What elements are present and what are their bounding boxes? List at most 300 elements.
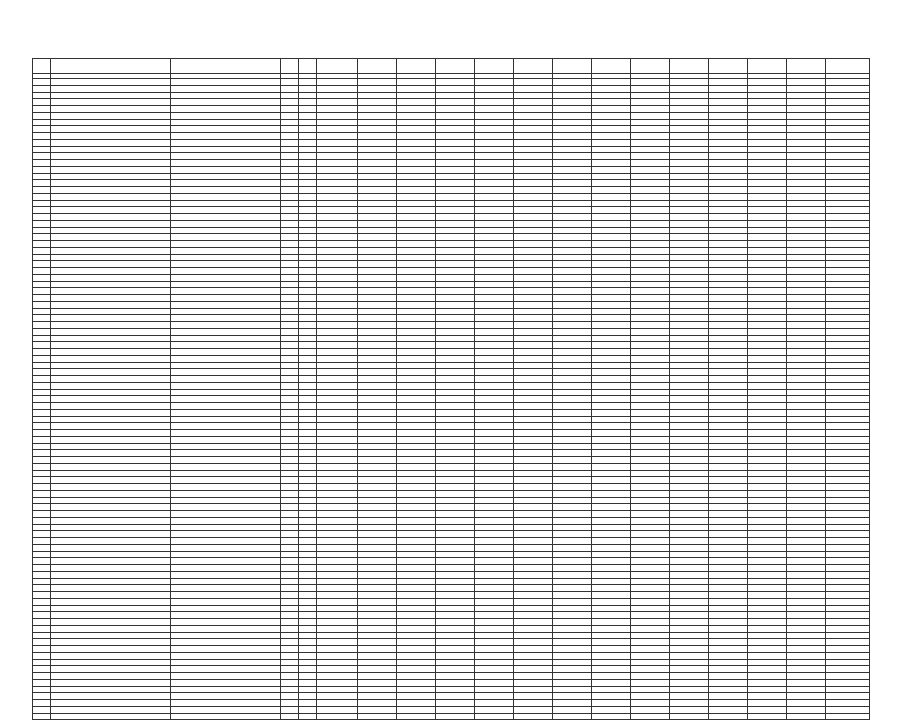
table-cell [436, 342, 475, 349]
table-cell [51, 153, 171, 160]
table-cell [358, 531, 397, 538]
table-cell [33, 713, 51, 720]
table-cell [826, 484, 870, 491]
table-cell [299, 484, 317, 491]
table-cell [299, 544, 317, 551]
table-cell [670, 511, 709, 518]
table-cell [397, 241, 436, 248]
table-cell [51, 295, 171, 302]
table-cell [281, 389, 299, 396]
table-cell [826, 511, 870, 518]
table-cell [358, 598, 397, 605]
table-cell [631, 463, 670, 470]
table-cell [787, 484, 826, 491]
table-cell [51, 706, 171, 713]
table-cell [826, 652, 870, 659]
table-row [33, 146, 870, 153]
table-cell [787, 612, 826, 619]
table-cell [514, 524, 553, 531]
table-cell [826, 632, 870, 639]
table-cell [709, 551, 748, 558]
table-cell [748, 362, 787, 369]
table-cell [358, 396, 397, 403]
table-cell [397, 295, 436, 302]
table-cell [709, 288, 748, 295]
table-cell [631, 99, 670, 106]
table-cell [299, 335, 317, 342]
table-cell [514, 139, 553, 146]
table-cell [553, 524, 592, 531]
table-cell [709, 409, 748, 416]
table-cell [475, 700, 514, 707]
table-cell [397, 713, 436, 720]
table-cell [317, 315, 358, 322]
table-cell [670, 450, 709, 457]
table-cell [475, 85, 514, 92]
table-cell [436, 335, 475, 342]
table-cell [553, 376, 592, 383]
table-cell [709, 693, 748, 700]
table-cell [33, 531, 51, 538]
table-cell [553, 234, 592, 241]
table-cell [51, 119, 171, 126]
table-cell [787, 666, 826, 673]
table-cell [631, 389, 670, 396]
table-cell [475, 457, 514, 464]
table-cell [670, 430, 709, 437]
table-cell [281, 328, 299, 335]
table-cell [358, 281, 397, 288]
table-cell [436, 288, 475, 295]
table-cell [748, 409, 787, 416]
table-cell [670, 126, 709, 133]
table-cell [171, 308, 281, 315]
table-cell [397, 193, 436, 200]
table-cell [553, 193, 592, 200]
table-cell [826, 220, 870, 227]
table-cell [51, 679, 171, 686]
table-cell [436, 693, 475, 700]
table-cell [475, 463, 514, 470]
table-cell [299, 504, 317, 511]
table-cell [748, 133, 787, 140]
table-cell [553, 578, 592, 585]
table-cell [631, 301, 670, 308]
table-cell [787, 133, 826, 140]
table-cell [397, 220, 436, 227]
table-cell [281, 126, 299, 133]
table-cell [281, 396, 299, 403]
column-header [358, 59, 397, 74]
table-cell [171, 598, 281, 605]
table-cell [514, 79, 553, 86]
table-cell [33, 497, 51, 504]
table-row [33, 450, 870, 457]
table-cell [748, 416, 787, 423]
table-cell [51, 126, 171, 133]
table-cell [281, 335, 299, 342]
table-cell [358, 666, 397, 673]
table-cell [670, 470, 709, 477]
table-cell [475, 119, 514, 126]
table-cell [670, 524, 709, 531]
table-cell [787, 571, 826, 578]
table-cell [553, 517, 592, 524]
table-cell [592, 92, 631, 99]
table-cell [317, 679, 358, 686]
table-cell [397, 571, 436, 578]
table-cell [553, 477, 592, 484]
table-cell [826, 85, 870, 92]
table-cell [397, 79, 436, 86]
table-cell [670, 281, 709, 288]
table-row [33, 382, 870, 389]
table-row [33, 457, 870, 464]
table-cell [171, 92, 281, 99]
table-cell [317, 234, 358, 241]
table-cell [281, 612, 299, 619]
table-row [33, 646, 870, 653]
table-cell [33, 598, 51, 605]
table-cell [317, 430, 358, 437]
table-cell [475, 585, 514, 592]
table-cell [553, 389, 592, 396]
table-cell [33, 646, 51, 653]
table-cell [299, 247, 317, 254]
table-cell [281, 409, 299, 416]
table-cell [475, 673, 514, 680]
table-cell [826, 369, 870, 376]
table-cell [748, 166, 787, 173]
table-cell [475, 288, 514, 295]
table-cell [33, 261, 51, 268]
table-cell [436, 139, 475, 146]
table-cell [358, 544, 397, 551]
table-cell [826, 349, 870, 356]
table-cell [51, 686, 171, 693]
table-cell [317, 85, 358, 92]
table-row [33, 436, 870, 443]
table-cell [514, 193, 553, 200]
table-cell [514, 268, 553, 275]
table-cell [51, 193, 171, 200]
table-cell [787, 659, 826, 666]
column-header [436, 59, 475, 74]
table-cell [709, 585, 748, 592]
table-cell [436, 193, 475, 200]
table-cell [631, 646, 670, 653]
table-cell [281, 416, 299, 423]
column-header [748, 59, 787, 74]
table-cell [631, 571, 670, 578]
table-cell [631, 308, 670, 315]
table-cell [33, 200, 51, 207]
table-cell [397, 214, 436, 221]
table-cell [281, 193, 299, 200]
table-cell [317, 531, 358, 538]
table-cell [475, 565, 514, 572]
table-cell [281, 436, 299, 443]
table-cell [397, 349, 436, 356]
table-cell [553, 133, 592, 140]
table-cell [358, 335, 397, 342]
table-cell [670, 153, 709, 160]
table-cell [826, 92, 870, 99]
table-cell [33, 416, 51, 423]
table-cell [317, 281, 358, 288]
table-cell [397, 477, 436, 484]
table-cell [631, 349, 670, 356]
table-cell [299, 612, 317, 619]
table-row [33, 409, 870, 416]
table-row [33, 254, 870, 261]
table-cell [748, 558, 787, 565]
table-cell [33, 423, 51, 430]
table-cell [592, 369, 631, 376]
table-cell [397, 666, 436, 673]
table-cell [826, 423, 870, 430]
table-cell [171, 517, 281, 524]
table-cell [281, 551, 299, 558]
table-cell [281, 477, 299, 484]
table-cell [171, 679, 281, 686]
table-cell [299, 605, 317, 612]
table-cell [51, 463, 171, 470]
table-row [33, 396, 870, 403]
table-cell [748, 200, 787, 207]
table-cell [317, 497, 358, 504]
table-cell [631, 220, 670, 227]
table-cell [281, 511, 299, 518]
table-cell [281, 268, 299, 275]
table-cell [748, 126, 787, 133]
table-cell [358, 247, 397, 254]
table-cell [631, 450, 670, 457]
table-cell [358, 99, 397, 106]
table-row [33, 443, 870, 450]
table-cell [299, 139, 317, 146]
table-cell [709, 511, 748, 518]
table-cell [748, 625, 787, 632]
table-cell [670, 409, 709, 416]
table-cell [592, 301, 631, 308]
table-cell [33, 443, 51, 450]
table-row [33, 85, 870, 92]
document-page [32, 58, 870, 720]
table-cell [709, 295, 748, 302]
table-cell [514, 477, 553, 484]
table-cell [709, 652, 748, 659]
table-cell [358, 274, 397, 281]
table-cell [299, 85, 317, 92]
table-cell [553, 430, 592, 437]
table-cell [317, 524, 358, 531]
table-cell [631, 139, 670, 146]
table-cell [317, 193, 358, 200]
table-cell [436, 119, 475, 126]
table-cell [436, 166, 475, 173]
table-cell [709, 389, 748, 396]
table-cell [748, 382, 787, 389]
table-cell [436, 112, 475, 119]
table-cell [670, 369, 709, 376]
table-cell [281, 693, 299, 700]
table-cell [553, 646, 592, 653]
table-cell [631, 544, 670, 551]
table-cell [475, 126, 514, 133]
table-cell [553, 605, 592, 612]
table-cell [709, 592, 748, 599]
table-cell [826, 450, 870, 457]
table-cell [475, 369, 514, 376]
table-cell [436, 85, 475, 92]
table-cell [748, 261, 787, 268]
table-cell [171, 268, 281, 275]
table-cell [787, 524, 826, 531]
table-cell [592, 497, 631, 504]
table-cell [33, 652, 51, 659]
table-cell [709, 362, 748, 369]
table-cell [826, 524, 870, 531]
table-cell [397, 605, 436, 612]
table-cell [475, 268, 514, 275]
table-cell [33, 409, 51, 416]
table-cell [592, 180, 631, 187]
table-cell [299, 315, 317, 322]
table-row [33, 160, 870, 167]
table-cell [358, 200, 397, 207]
table-cell [670, 666, 709, 673]
table-cell [436, 214, 475, 221]
table-cell [475, 409, 514, 416]
table-cell [397, 112, 436, 119]
table-cell [592, 153, 631, 160]
table-cell [397, 261, 436, 268]
column-header [171, 59, 281, 74]
table-cell [514, 490, 553, 497]
table-cell [299, 686, 317, 693]
table-row [33, 241, 870, 248]
table-row [33, 578, 870, 585]
table-cell [475, 214, 514, 221]
table-cell [299, 538, 317, 545]
table-cell [171, 531, 281, 538]
table-cell [397, 538, 436, 545]
table-cell [171, 99, 281, 106]
table-cell [553, 396, 592, 403]
table-cell [33, 693, 51, 700]
table-cell [709, 531, 748, 538]
table-cell [358, 517, 397, 524]
table-cell [51, 362, 171, 369]
table-cell [670, 328, 709, 335]
table-cell [670, 247, 709, 254]
table-cell [553, 274, 592, 281]
table-cell [670, 713, 709, 720]
table-cell [475, 301, 514, 308]
table-cell [514, 457, 553, 464]
table-cell [358, 423, 397, 430]
table-cell [553, 538, 592, 545]
table-cell [631, 524, 670, 531]
table-cell [299, 679, 317, 686]
table-cell [33, 490, 51, 497]
table-cell [592, 315, 631, 322]
table-cell [475, 227, 514, 234]
table-cell [281, 322, 299, 329]
table-cell [592, 349, 631, 356]
table-cell [670, 274, 709, 281]
table-cell [787, 389, 826, 396]
table-row [33, 652, 870, 659]
table-cell [397, 139, 436, 146]
table-cell [592, 700, 631, 707]
table-cell [709, 686, 748, 693]
table-cell [670, 180, 709, 187]
table-cell [436, 349, 475, 356]
table-cell [592, 416, 631, 423]
table-cell [514, 349, 553, 356]
table-cell [51, 409, 171, 416]
table-cell [592, 281, 631, 288]
table-cell [397, 268, 436, 275]
table-cell [709, 160, 748, 167]
table-row [33, 126, 870, 133]
table-cell [748, 673, 787, 680]
table-cell [317, 463, 358, 470]
table-cell [33, 112, 51, 119]
table-cell [33, 166, 51, 173]
table-cell [475, 220, 514, 227]
table-cell [436, 511, 475, 518]
table-cell [787, 99, 826, 106]
table-cell [317, 423, 358, 430]
table-cell [709, 517, 748, 524]
table-row [33, 416, 870, 423]
table-cell [358, 153, 397, 160]
table-cell [281, 133, 299, 140]
table-cell [670, 79, 709, 86]
table-cell [281, 571, 299, 578]
table-cell [171, 180, 281, 187]
table-cell [436, 538, 475, 545]
table-cell [748, 511, 787, 518]
table-cell [748, 234, 787, 241]
table-row [33, 92, 870, 99]
table-cell [709, 274, 748, 281]
table-cell [631, 247, 670, 254]
table-cell [281, 463, 299, 470]
table-cell [787, 531, 826, 538]
table-cell [670, 133, 709, 140]
table-cell [592, 160, 631, 167]
table-cell [709, 342, 748, 349]
table-cell [553, 335, 592, 342]
table-cell [397, 585, 436, 592]
table-cell [475, 106, 514, 113]
table-cell [748, 430, 787, 437]
table-cell [358, 126, 397, 133]
table-row [33, 700, 870, 707]
table-cell [281, 234, 299, 241]
table-cell [631, 342, 670, 349]
table-cell [592, 389, 631, 396]
table-cell [748, 700, 787, 707]
table-cell [592, 409, 631, 416]
table-cell [631, 234, 670, 241]
table-cell [592, 490, 631, 497]
table-cell [299, 416, 317, 423]
